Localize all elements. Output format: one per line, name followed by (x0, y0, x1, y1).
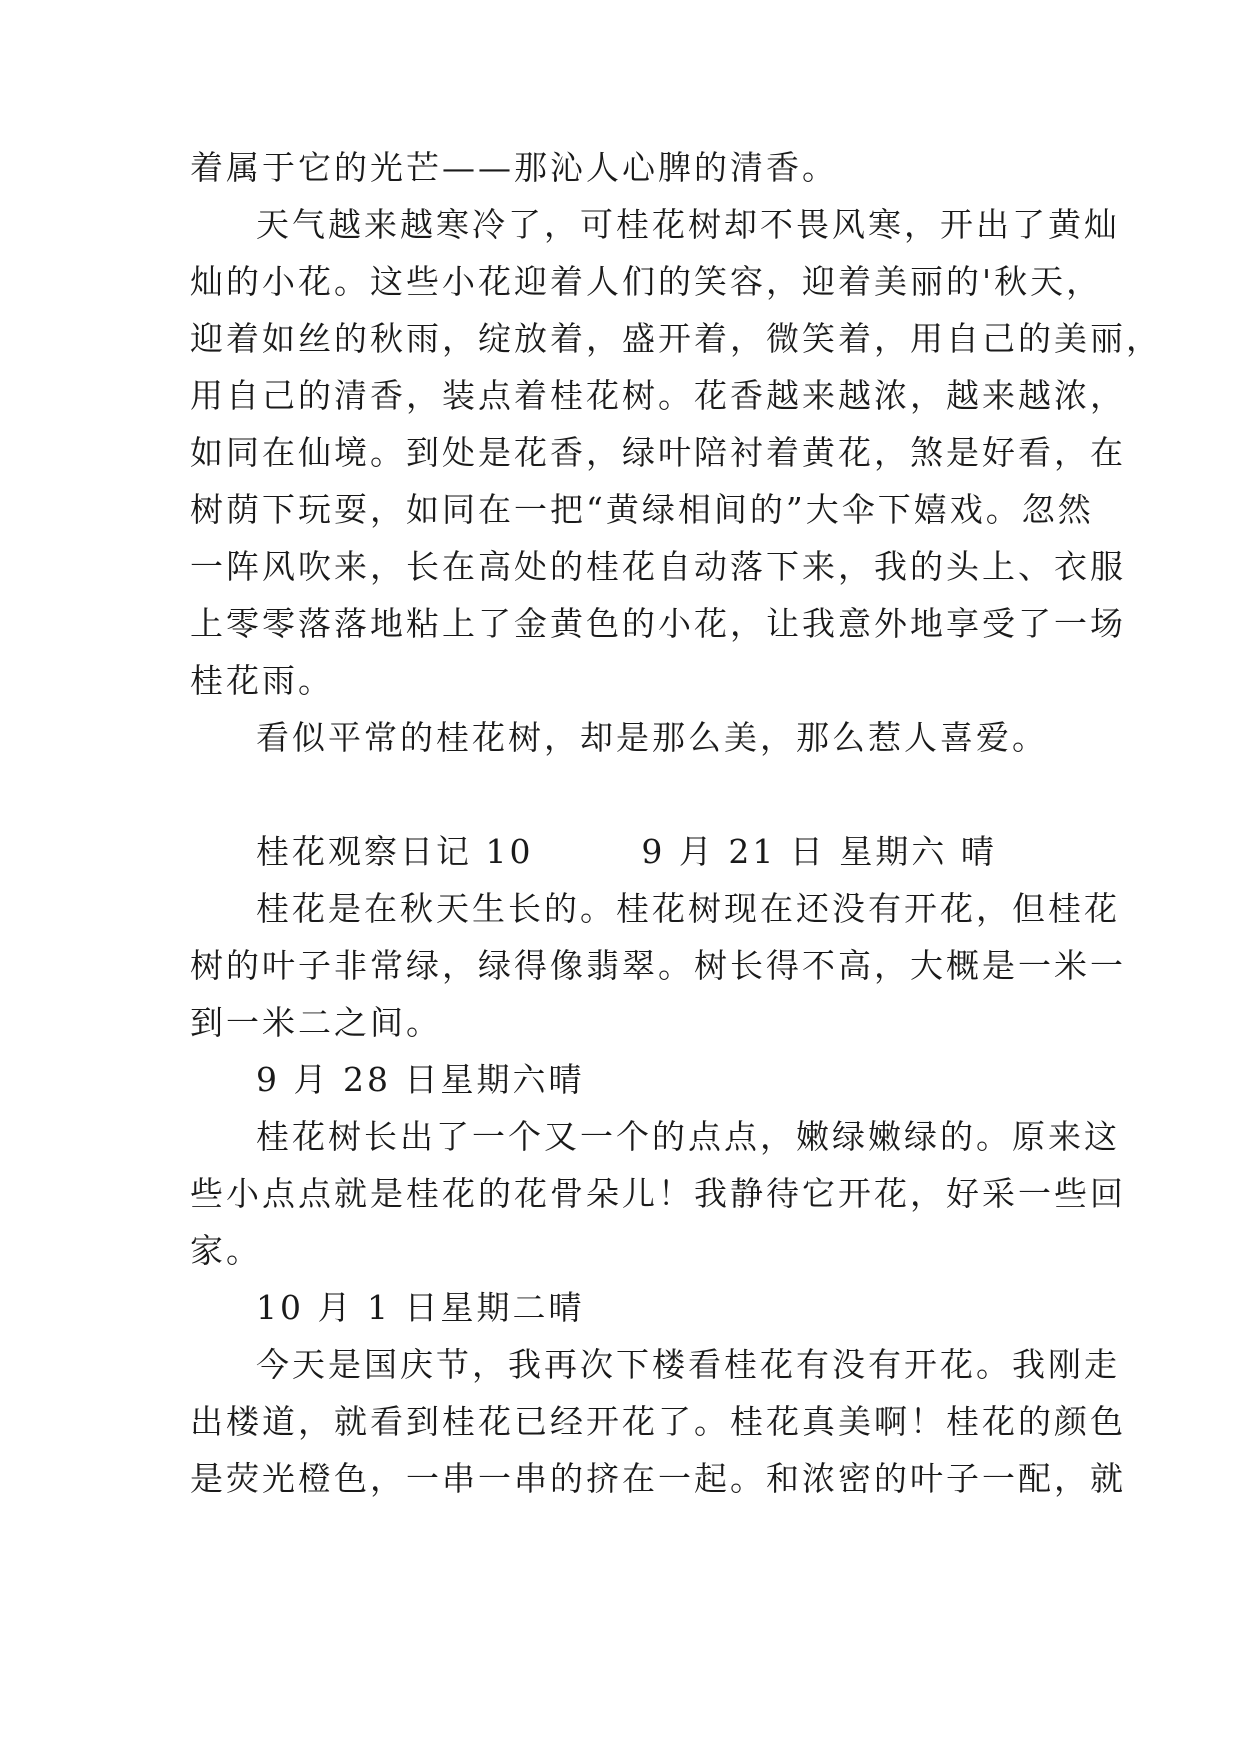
text-line: 桂花是在秋天生长的。桂花树现在还没有开花，但桂花 (256, 889, 1120, 928)
text-line: 如同在仙境。到处是花香，绿叶陪衬着黄花，煞是好看，在 (190, 433, 1126, 472)
text-line: 树的叶子非常绿，绿得像翡翠。树长得不高，大概是一米一 (190, 946, 1126, 985)
text-line: 到一米二之间。 (190, 1003, 442, 1042)
text-line: 迎着如丝的秋雨，绽放着，盛开着，微笑着，用自己的美丽， (190, 319, 1162, 358)
text-line: 看似平常的桂花树，却是那么美，那么惹人喜爱。 (256, 718, 1048, 757)
text-line: 桂花树长出了一个又一个的点点，嫩绿嫩绿的。原来这 (256, 1117, 1120, 1156)
diary-heading: 桂花观察日记 10 9 月 21 日 星期六 晴 (256, 832, 997, 871)
diary-date: 10 月 1 日星期二晴 (256, 1288, 585, 1327)
diary-date: 9 月 28 日星期六晴 (256, 1060, 585, 1099)
text-line: 灿的小花。这些小花迎着人们的笑容，迎着美丽的'秋天， (190, 262, 1103, 301)
text-line: 是荧光橙色，一串一串的挤在一起。和浓密的叶子一配，就 (190, 1459, 1126, 1498)
text-line: 些小点点就是桂花的花骨朵儿！我静待它开花，好采一些回 (190, 1174, 1126, 1213)
text-line: 出楼道，就看到桂花已经开花了。桂花真美啊！桂花的颜色 (190, 1402, 1126, 1441)
text-line: 上零零落落地粘上了金黄色的小花，让我意外地享受了一场 (190, 604, 1126, 643)
text-line: 家。 (190, 1231, 262, 1270)
text-line: 一阵风吹来，长在高处的桂花自动落下来，我的头上、衣服 (190, 547, 1126, 586)
text-line: 天气越来越寒冷了，可桂花树却不畏风寒，开出了黄灿 (256, 205, 1120, 244)
text-line: 用自己的清香，装点着桂花树。花香越来越浓，越来越浓， (190, 376, 1126, 415)
text-line: 今天是国庆节，我再次下楼看桂花有没有开花。我刚走 (256, 1345, 1120, 1384)
text-line: 着属于它的光芒——那沁人心脾的清香。 (190, 148, 838, 187)
text-line: 树荫下玩耍，如同在一把“黄绿相间的”大伞下嬉戏。忽然 (190, 490, 1094, 529)
text-line: 桂花雨。 (190, 661, 334, 700)
